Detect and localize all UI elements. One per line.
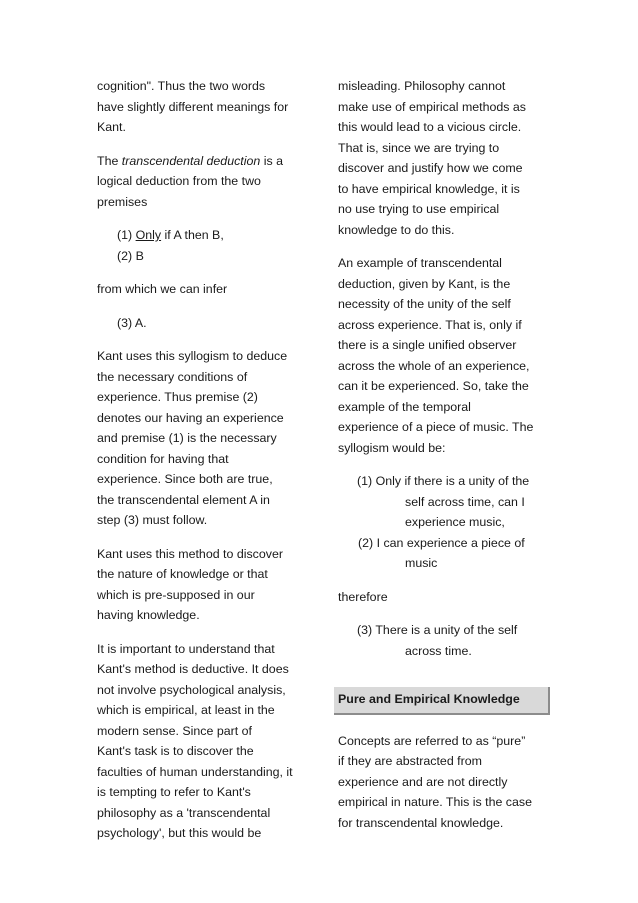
text-line: can it be experienced. So, take the bbox=[338, 379, 529, 393]
text-line: across the whole of an experience, bbox=[338, 358, 530, 373]
list-item-continuation: experience music, bbox=[405, 515, 505, 529]
paragraph-transcendental-deduction bbox=[97, 151, 309, 213]
text-line: Kant uses this syllogism to deduce bbox=[97, 349, 288, 363]
text-line: psychology', but this would be bbox=[97, 826, 262, 840]
underlined-word: Only bbox=[135, 228, 162, 242]
text-line: experience. Thus premise (2) bbox=[97, 390, 258, 404]
text-line: modern sense. Since part of bbox=[97, 723, 252, 738]
emphasis-term: transcendental deduction bbox=[121, 153, 261, 168]
paragraph-method bbox=[97, 544, 309, 626]
list-item: (3) There is a unity of the self bbox=[357, 623, 518, 637]
text-line: across experience. That is, only if bbox=[338, 317, 522, 332]
text-line: misleading. Philosophy cannot bbox=[338, 79, 506, 93]
section-heading: Pure and Empirical Knowledge bbox=[334, 687, 550, 715]
text-line: for transcendental knowledge. bbox=[338, 815, 504, 830]
text-line: Kant's task is to discover the bbox=[97, 744, 254, 758]
text-line: deduction, given by Kant, is the bbox=[338, 276, 511, 291]
text-line: the nature of knowledge or that bbox=[97, 567, 268, 581]
list-item: (2) I can experience a piece of bbox=[358, 535, 525, 550]
list-item-continuation: self across time, can I bbox=[405, 494, 525, 509]
text-fragment: if A then B, bbox=[161, 228, 224, 242]
therefore-text: therefore bbox=[338, 589, 388, 604]
music-conclusion bbox=[338, 620, 550, 661]
list-item: (1) Only if there is a unity of the bbox=[357, 474, 530, 488]
text-line: It is important to understand that bbox=[97, 641, 275, 656]
text-line: That is, since we are trying to bbox=[338, 140, 500, 155]
text-line: faculties of human understanding, it bbox=[97, 764, 293, 779]
list-number: (1) bbox=[117, 228, 136, 242]
text-line: there is a single unified observer bbox=[338, 338, 517, 352]
paragraph-infer: from which we can infer bbox=[97, 282, 228, 296]
text-line: if they are abstracted from bbox=[338, 754, 482, 768]
right-column bbox=[338, 76, 550, 846]
text-line: is tempting to refer to Kant's bbox=[97, 785, 251, 799]
paragraph-example bbox=[338, 253, 550, 458]
list-item-continuation: music bbox=[405, 556, 438, 570]
text-line: experience. Since both are true, bbox=[97, 472, 273, 486]
text-line: step (3) must follow. bbox=[97, 513, 208, 527]
text-line: logical deduction from the two bbox=[97, 174, 261, 188]
list-item: (2) B bbox=[117, 248, 144, 263]
text-line: An example of transcendental bbox=[338, 256, 502, 270]
text-line: which is empirical, at least in the bbox=[97, 703, 275, 717]
text-line: not involve psychological analysis, bbox=[97, 682, 286, 697]
left-column bbox=[97, 76, 309, 857]
text-line: no use trying to use empirical bbox=[338, 202, 500, 216]
text-line: Kant. bbox=[97, 120, 126, 134]
conclusion-item: (3) A. bbox=[117, 315, 147, 330]
text-line: denotes our having an experience bbox=[97, 410, 284, 425]
text-fragment: is a bbox=[260, 153, 283, 168]
text-line: experience and are not directly bbox=[338, 774, 508, 789]
text-line: experience of a piece of music. The bbox=[338, 420, 534, 434]
text-line: make use of empirical methods as bbox=[338, 99, 527, 114]
text-line: example of the temporal bbox=[338, 399, 471, 414]
text-line: condition for having that bbox=[97, 451, 229, 466]
text-line: necessity of the unity of the self bbox=[338, 297, 511, 311]
paragraph-deductive bbox=[97, 639, 309, 844]
text-line: knowledge to do this. bbox=[338, 222, 455, 237]
text-line: this would lead to a vicious circle. bbox=[338, 120, 522, 134]
text-line: empirical in nature. This is the case bbox=[338, 795, 532, 809]
list-item-continuation: across time. bbox=[405, 643, 472, 658]
text-line: having knowledge. bbox=[97, 608, 200, 622]
text-line: Kant uses this method to discover bbox=[97, 546, 283, 561]
text-fragment: The bbox=[97, 153, 122, 168]
text-line: the transcendental element A in bbox=[97, 492, 270, 507]
text-line: which is pre-supposed in our bbox=[97, 587, 255, 602]
music-syllogism-list bbox=[338, 471, 550, 574]
text-line: the necessary conditions of bbox=[97, 369, 248, 384]
text-line: discover and justify how we come bbox=[338, 161, 523, 175]
text-line: to have empirical knowledge, it is bbox=[338, 181, 520, 196]
text-line: Concepts are referred to as “pure” bbox=[338, 733, 526, 748]
text-line: cognition". Thus the two words bbox=[97, 79, 266, 93]
text-line: syllogism would be: bbox=[338, 440, 446, 455]
paragraph-syllogism bbox=[97, 346, 309, 531]
text-line: and premise (1) is the necessary bbox=[97, 431, 277, 445]
premise-list bbox=[97, 225, 309, 266]
text-line: have slightly different meanings for bbox=[97, 99, 289, 114]
paragraph-cognition bbox=[97, 76, 309, 138]
text-line: premises bbox=[97, 194, 148, 209]
paragraph-pure-concepts bbox=[338, 731, 550, 834]
text-line: philosophy as a 'transcendental bbox=[97, 805, 271, 820]
text-line: Kant's method is deductive. It does bbox=[97, 662, 289, 676]
paragraph-misleading bbox=[338, 76, 550, 240]
